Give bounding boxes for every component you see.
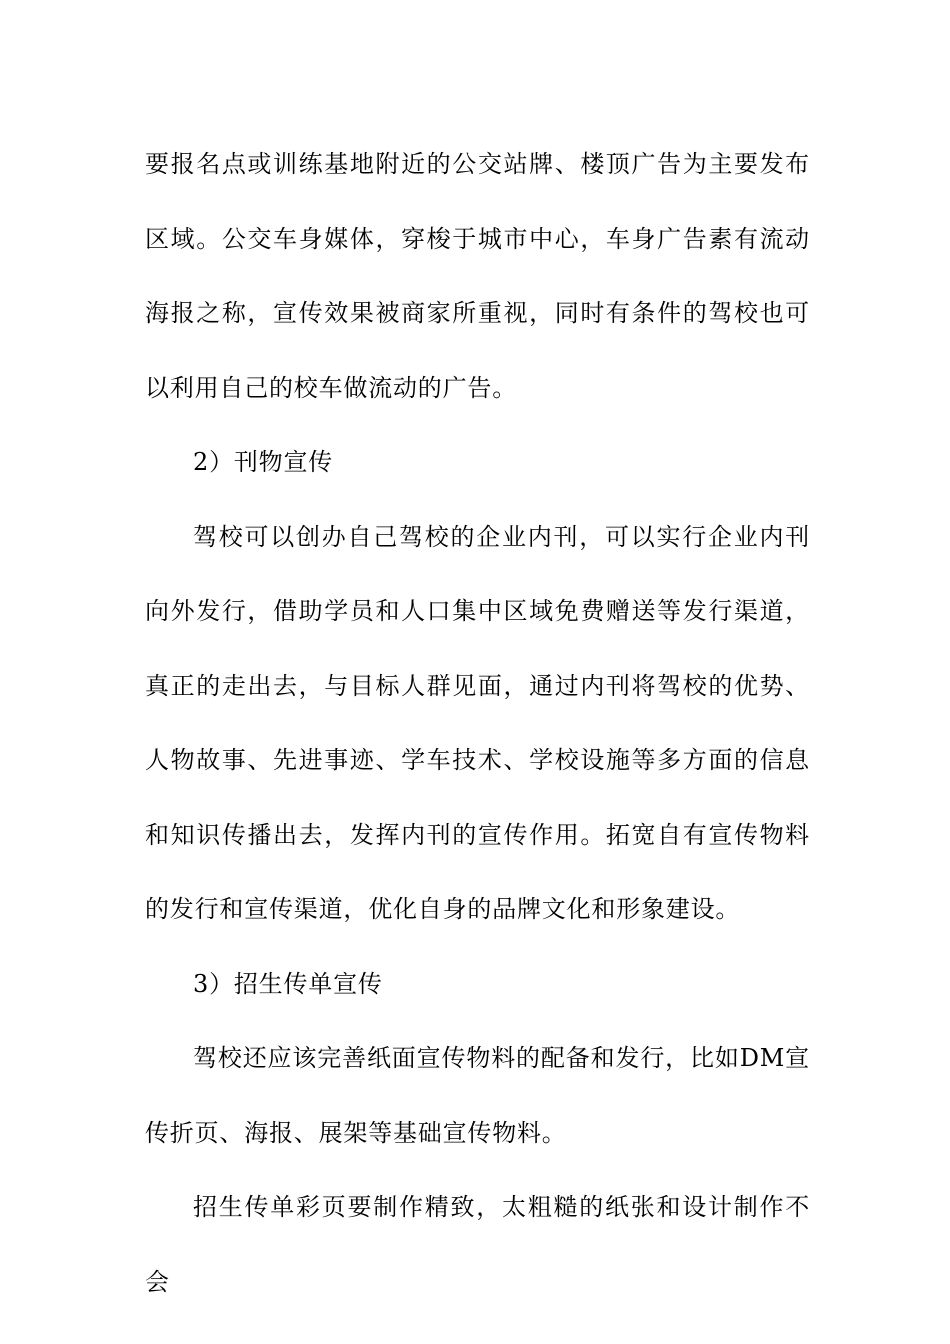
paragraph-periodical: 驾校可以创办自己驾校的企业内刊，可以实行企业内刊向外发行，借助学员和人口集中区域免费赠送等发行渠道，真正的走出去，与目标人群见面，通过内刊将驾校的优势、人物故事、先进事迹、学车技术、学校设施等多方面的信息和知识传播出去，发挥内刊的宣传作用。拓宽自有宣传物料的发行和宣传渠道，优化自身的品牌文化和形象建设。	[145, 522, 810, 923]
heading-periodical-promotion: 2）刊物宣传	[193, 448, 334, 476]
document-page	[145, 127, 810, 1319]
paragraph-print-materials: 驾校还应该完善纸面宣传物料的配备和发行，比如DM宣传折页、海报、展架等基础宣传物料。	[145, 1044, 810, 1147]
heading-flyer-promotion: 3）招生传单宣传	[193, 969, 383, 998]
paragraph-continuation: 要报名点或训练基地附近的公交站牌、楼顶广告为主要发布区域。公交车身媒体，穿梭于城市中心，车身广告素有流动海报之称，宣传效果被商家所重视，同时有条件的驾校也可以利用自己的校车做流动的广告。	[145, 150, 810, 402]
paragraph-flyer-quality: 招生传单彩页要制作精致，太粗糙的纸张和设计制作不会	[145, 1193, 810, 1296]
